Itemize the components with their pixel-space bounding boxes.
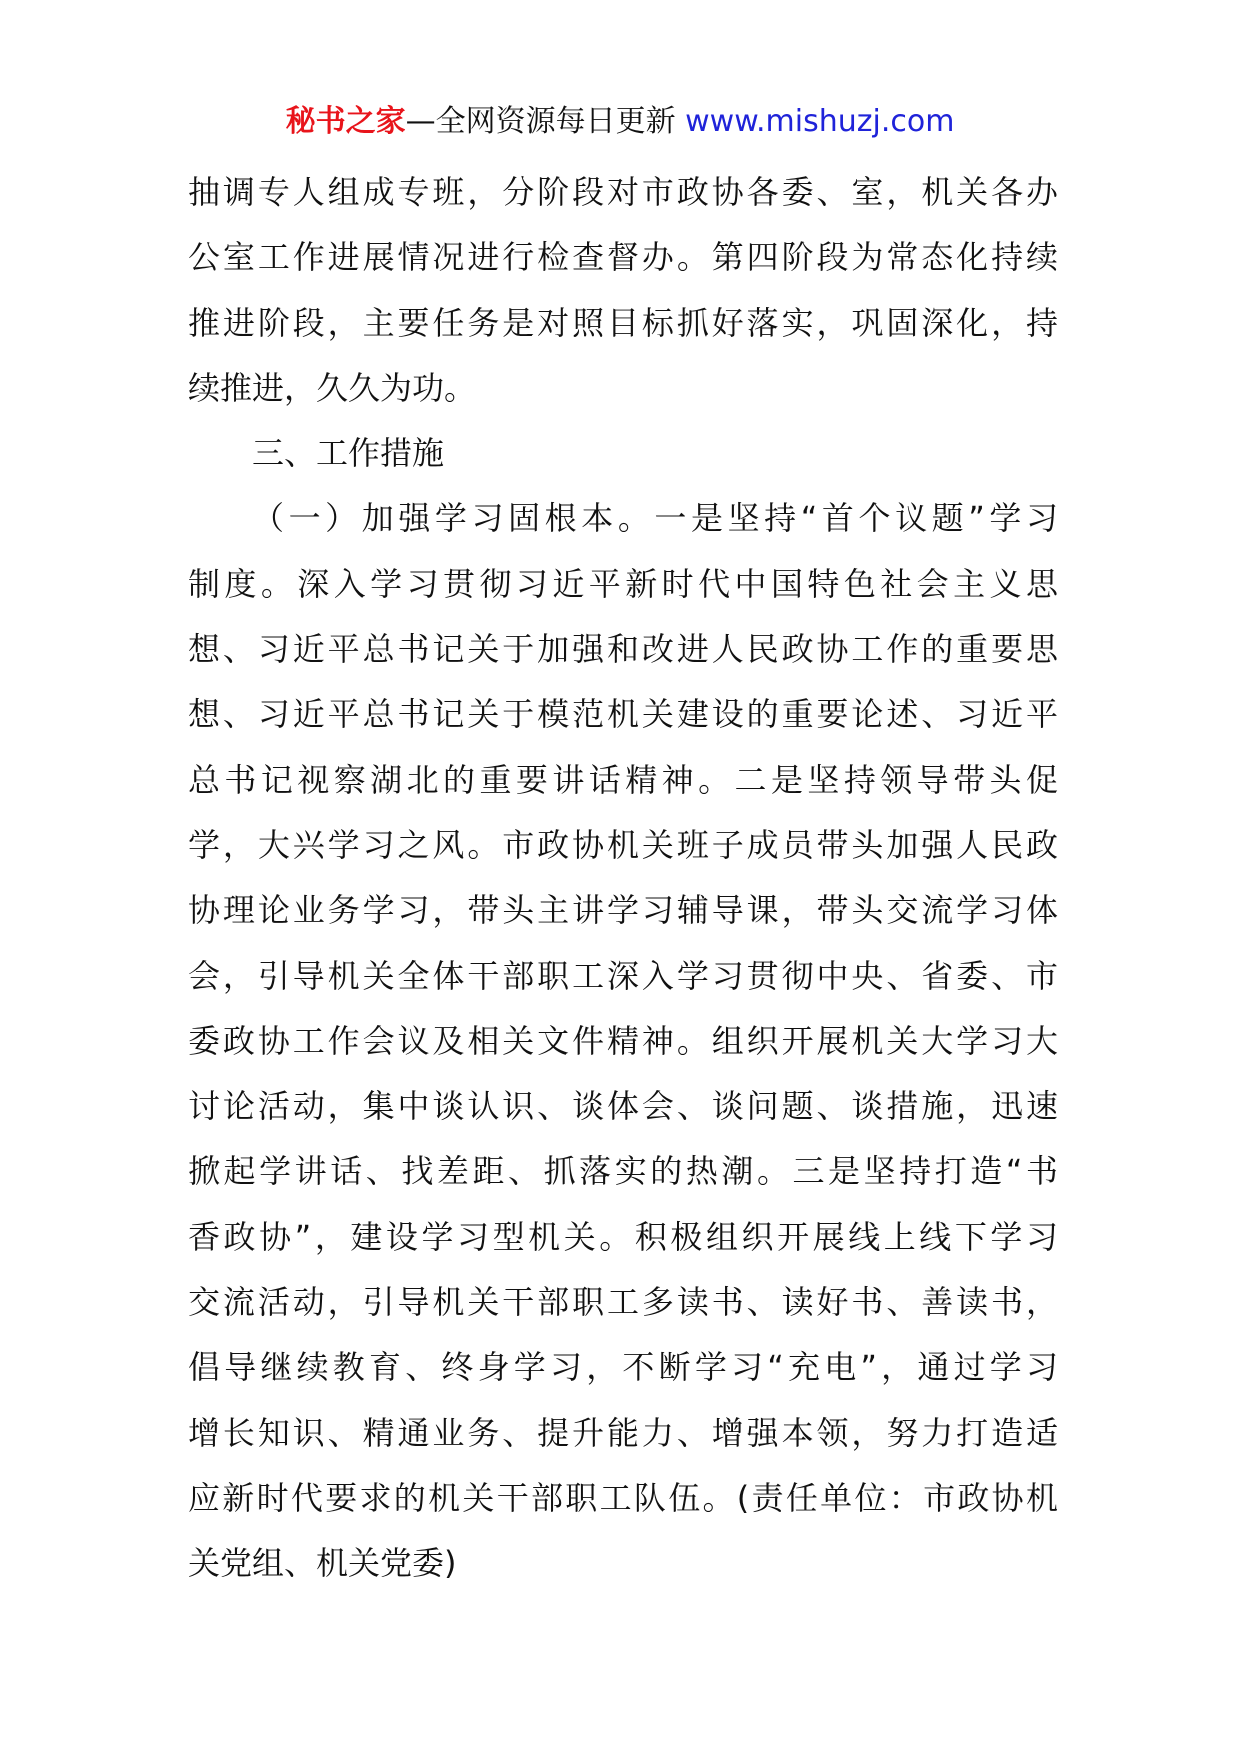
body-line: 讨论活动，集中谈认识、谈体会、谈问题、谈措施，迅速 <box>188 1087 1058 1126</box>
page-header <box>0 100 1240 144</box>
brand-name: 秘书之家 <box>285 104 406 139</box>
body-line: 委政协工作会议及相关文件精神。组织开展机关大学习大 <box>188 1021 1058 1060</box>
body-line: 抽调专人组成专班，分阶段对市政协各委、室，机关各办 <box>188 173 1058 211</box>
header-tagline: —全网资源每日更新 <box>405 104 686 139</box>
body-line: 学，大兴学习之风。市政协机关班子成员带头加强人民政 <box>188 825 1058 864</box>
body-line: 会，引导机关全体干部职工深入学习贯彻中央、省委、市 <box>188 956 1058 995</box>
body-line: 关党组、机关党委) <box>188 1544 457 1583</box>
body-line: 倡导继续教育、终身学习，不断学习“充电”，通过学习 <box>188 1348 1058 1387</box>
body-line: 续推进，久久为功。 <box>188 368 477 407</box>
body-line: 想、习近平总书记关于模范机关建设的重要论述、习近平 <box>188 695 1058 734</box>
body-line: 制度。深入学习贯彻习近平新时代中国特色社会主义思 <box>188 564 1058 603</box>
subsection-heading: （一）加强学习固根本。一是坚持“首个议题”学习 <box>252 499 1058 538</box>
body-line: 协理论业务学习，带头主讲学习辅导课，带头交流学习体 <box>188 891 1058 930</box>
body-line: 应新时代要求的机关干部职工队伍。(责任单位：市政协机 <box>188 1478 1058 1517</box>
site-url-link[interactable]: www.mishuzj.com <box>685 104 955 139</box>
body-line: 总书记视察湖北的重要讲话精神。二是坚持领导带头促 <box>188 760 1058 799</box>
body-line: 掀起学讲话、找差距、抓落实的热潮。三是坚持打造“书 <box>188 1152 1058 1191</box>
section-heading: 三、工作措施 <box>252 434 445 473</box>
body-line: 香政协”，建设学习型机关。积极组织开展线上线下学习 <box>188 1217 1058 1256</box>
body-line: 想、习近平总书记关于加强和改进人民政协工作的重要思 <box>188 630 1058 669</box>
body-line: 公室工作进展情况进行检查督办。第四阶段为常态化持续 <box>188 238 1058 277</box>
body-line: 推进阶段，主要任务是对照目标抓好落实，巩固深化，持 <box>188 303 1058 342</box>
body-line: 交流活动，引导机关干部职工多读书、读好书、善读书， <box>188 1283 1058 1322</box>
document-body <box>188 160 1058 1597</box>
body-line: 增长知识、精通业务、提升能力、增强本领，努力打造适 <box>188 1413 1058 1452</box>
